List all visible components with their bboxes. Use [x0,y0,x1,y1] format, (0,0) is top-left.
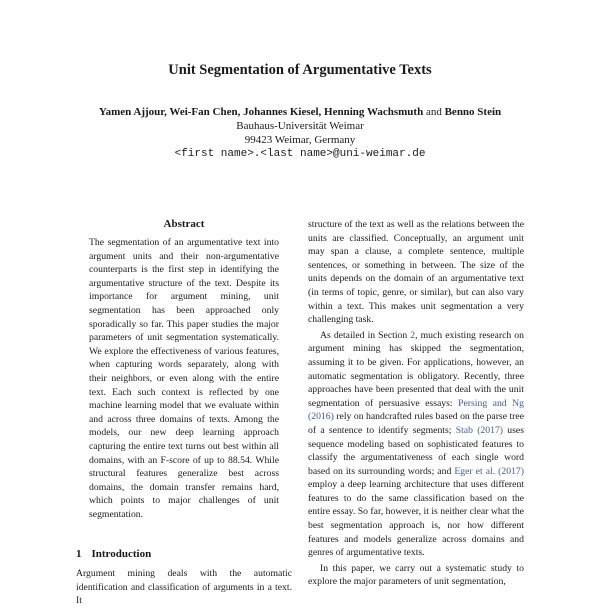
author-list [0,106,600,118]
paper-title: Unit Segmentation of Argumentative Texts [168,62,432,78]
text-run: employ a deep learning architecture that uses different features to do the same classification based on the entire essay. So far, however, it is neither clear what the best segmentation approach is, nor how different features and models generalize across domains and genres of argumentative texts. [308,479,524,559]
affiliation-institution: Bauhaus-Universität Weimar [236,120,364,132]
paragraph-this-paper: In this paper, we carry out a systematic study to explore the major parameters of unit segmentation, [308,562,524,588]
author-conjunction: and [425,106,442,118]
section-number: 1 [76,548,82,560]
abstract-heading: Abstract [163,218,205,230]
introduction-paragraph: Argument mining deals with the automatic identification and classification of arguments in a text. It [76,568,292,607]
citation-persing-ng[interactable]: Persing and Ng (2016) [308,397,524,423]
text-run: As detailed in Section [320,329,411,341]
text-run: , much existing research on argument mining has skipped the segmentation, assuming it to be given. For applications, however, an automatic segmentation is obligatory. Recently, three approaches have been presented that deal with the unit segmentation of persuasive essays: [308,329,524,409]
author-last-name: Benno Stein [444,106,502,118]
affiliation-address: 99423 Weimar, Germany [244,134,356,146]
section-reference-link[interactable]: 2 [410,329,416,341]
paragraph-related-work [308,329,524,560]
section-title: Introduction [91,548,152,560]
author-email: <first name>.<last name>@uni-weimar.de [174,148,426,160]
paragraph-continued: structure of the text as well as the relations between the units are classified. Conceptually, an argument unit may span a clause, a complete sentence, multiple sentences, or something in between. The size of the units depends on the domain of an argumentative text (in terms of topic, genre, or similar), but can also vary within a text. This makes unit segmentation a very challenging task. [308,219,524,326]
right-column [308,218,524,589]
abstract-text: The segmentation of an argumentative text into argument units and their non-argumentative counterparts is the first step in identifying the argumentative structure of the text. Despite its importance for argument mining, unit segmentation has been approached only sporadically so far. This paper studies the major parameters of unit segmentation systematically. We explore the effectiveness of various features, when capturing words separately, along with their neighbors, or even along with the entire text. Each such context is reflected by one machine learning model that we evaluate within and across three domains of texts. Among the models, our new deep learning approach capturing the entire text turns out best within all domains, with an F-score of up to 88.54. While structural features generalize best across domains, the domain transfer remains hard, which points to major challenges of unit segmentation. [89,237,279,520]
citation-stab[interactable]: Stab (2017) [455,424,504,436]
text-run: rely on handcrafted rules based on the parse tree of a sentence to identify segments; [308,411,524,436]
citation-eger[interactable]: Eger et al. (2017) [454,465,524,477]
section-heading-introduction [76,548,151,560]
text-run: uses sequence modeling based on sophisticated features to classify the argumentativeness of each single word based on its surrounding words; and [308,424,524,477]
author-names: Yamen Ajjour, Wei-Fan Chen, Johannes Kiesel, Henning Wachsmuth [98,106,424,118]
